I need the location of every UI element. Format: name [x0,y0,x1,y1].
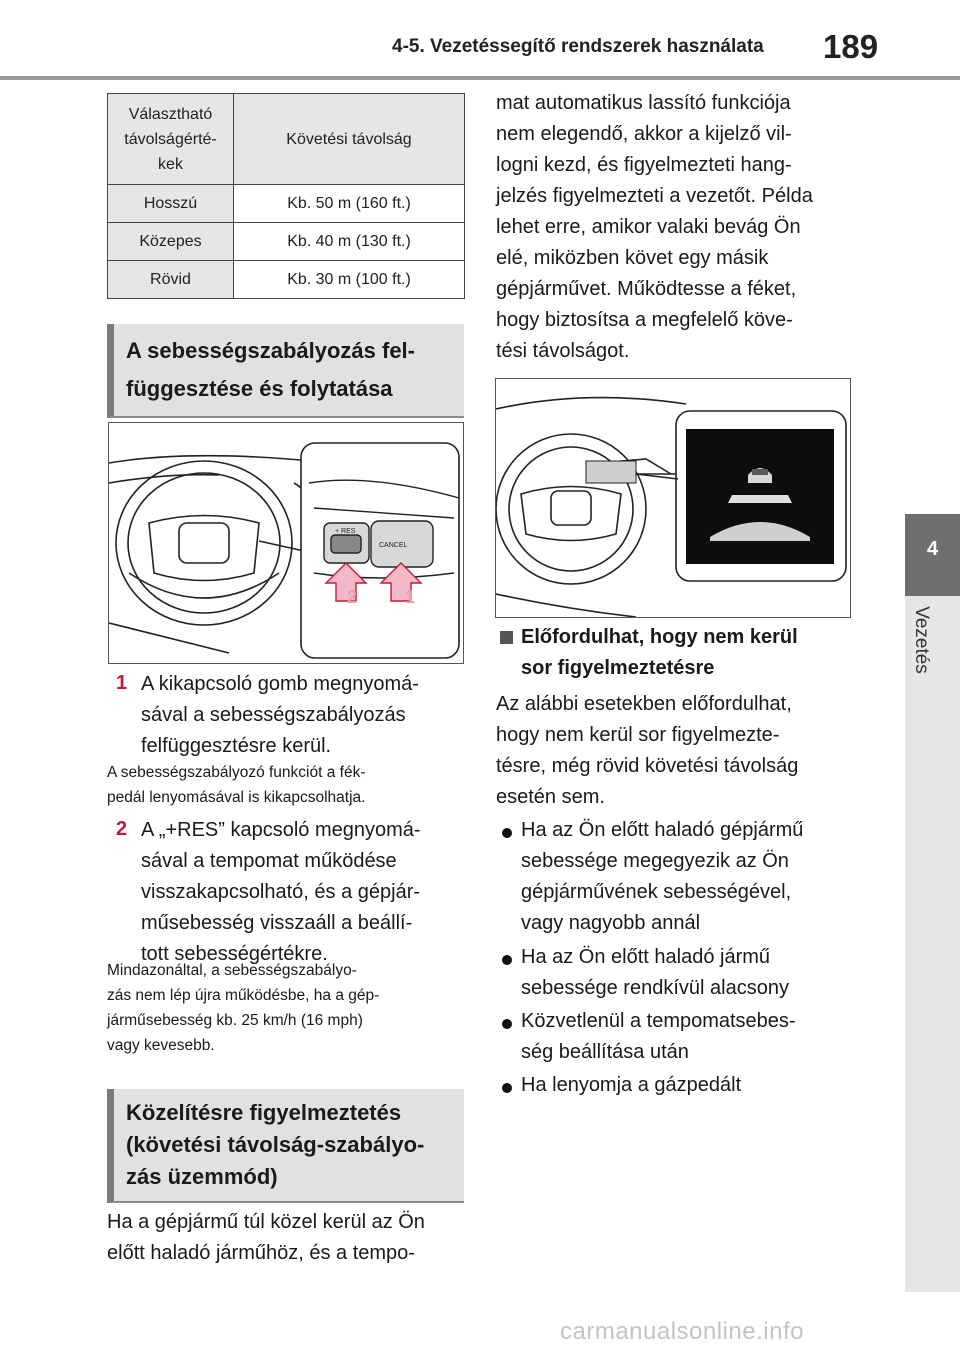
res-switch-label: + RES [335,528,356,535]
list-item: Ha az Ön előtt haladó jármű sebessége rendkívül alacsony [521,946,789,999]
section-heading-approach: Közelítésre figyelmeztetés (követési távolság-szabályo- zás üzemmód) [107,1089,464,1203]
approach-text-right: mat automatikus lassító funkciója nem elegendő, akkor a kijelző vil- logni kezd, és figyelmezteti hang- jelzés figyelmezteti a vezetőt. Példa lehet erre, amikor valaki bevág Ön elé, miközben követ egy másik gépjárművet. Működtesse a féket, hogy biztosítsa a megfelelő köve- tési távolságot. [496,92,813,362]
callout-1: 1 [405,587,416,607]
subsection-marker-icon [500,631,513,644]
table-header-distance: Követési távolság [234,94,465,185]
page-number: 189 [823,28,879,65]
steering-wheel-illustration [109,423,463,663]
following-distance-table [107,93,465,299]
running-header-title: 4-5. Vezetéssegítő rendszerek használata [392,36,764,57]
chapter-number: 4 [926,538,939,560]
note-brake: A sebességszabályozó funkciót a fék- pedál lenyomásával is kikapcsolhatja. [107,764,366,806]
list-item: Ha az Ön előtt haladó gépjármű sebessége megegyezik az Ön gépjárművének sebességével, vagy nagyobb annál [521,819,804,934]
bullet-icon [502,1083,512,1093]
subsection-intro: Az alábbi esetekben előfordulhat, hogy nem kerül sor figyelmezte- tésre, még rövid követési távolság esetén sem. [496,693,799,808]
chapter-label: Vezetés [911,606,932,674]
bullet-icon [502,1019,512,1029]
step-number-2: 2 [116,818,128,840]
display-illustration [496,379,850,617]
bullet-icon [502,955,512,965]
distance-bar-icon [728,495,792,503]
bullet-icon [502,828,512,838]
table-row: Hosszú Kb. 50 m (160 ft.) [108,185,465,223]
watermark: carmanualsonline.info [560,1318,804,1345]
step-text-1: A kikapcsoló gomb megnyomá- sával a sebességszabályozás felfüggesztésre kerül. [141,673,419,757]
section-heading-resume: A sebességszabályozás fel- függesztése és folytatása [107,324,464,418]
subsection-heading: Előfordulhat, hogy nem kerül sor figyelmeztetésre [521,626,798,679]
figure-cruise-switches [108,422,464,664]
list-item: Közvetlenül a tempomatsebes- ség beállítása után [521,1010,796,1063]
header-rule [0,76,960,80]
note-speed: Mindazonáltal, a sebességszabályo- zás nem lép újra működésbe, ha a gép- járműsebesség kb. 25 km/h (16 mph) vagy kevesebb. [107,962,380,1054]
list-item: Ha lenyomja a gázpedált [521,1074,742,1096]
chapter-tab-bar [905,596,960,1292]
callout-2: 2 [347,587,358,607]
figure-approach-warning [495,378,851,618]
approach-text-left: Ha a gépjármű túl közel kerül az Ön előtt haladó járműhöz, és a tempo- [107,1211,425,1264]
step-text-2: A „+RES” kapcsoló megnyomá- sával a tempomat működése visszakapcsolható, és a gépjár- műsebesség visszaáll a beállí- tott sebességértékre. [141,819,421,965]
table-header-selectable: Választható távolságérté- kek [108,94,234,185]
cancel-switch-label: CANCEL [379,542,408,549]
table-row: Rövid Kb. 30 m (100 ft.) [108,261,465,299]
step-number-1: 1 [116,672,128,694]
table-row: Közepes Kb. 40 m (130 ft.) [108,223,465,261]
